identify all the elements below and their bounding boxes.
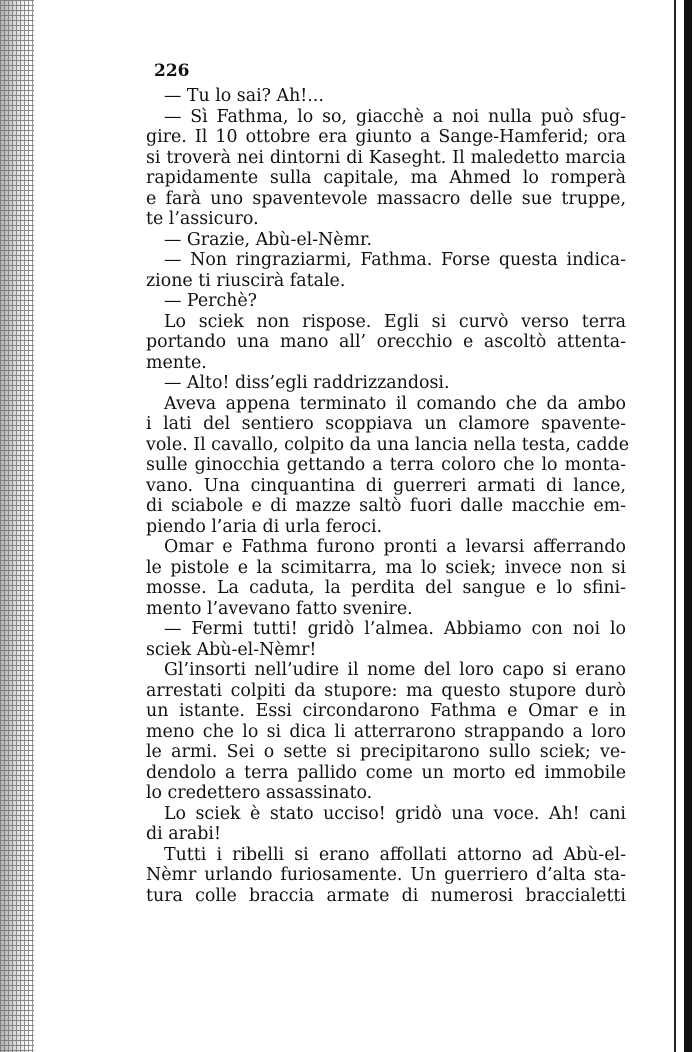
page-number: 226 — [154, 61, 190, 81]
text-line: arrestati colpiti da stupore: ma questo stupore durò — [146, 680, 626, 701]
scanned-page-right-rule — [674, 0, 676, 1052]
text-line: — Perchè? — [164, 291, 257, 311]
text-line: — Fermi tutti! gridò l’almea. Abbiamo con noi lo — [164, 619, 626, 639]
text-line: meno che lo si dica li atterrarono strappando a loro — [146, 721, 626, 742]
text-line: Nèmr urlando furiosamente. Un guerriero d’alta sta- — [146, 865, 626, 885]
scanned-page-right-border — [684, 0, 692, 1052]
text-line: un istante. Essi circondarono Fathma e Omar e in — [146, 701, 626, 721]
text-line: — Sì Fathma, lo so, giacchè a noi nulla può sfug- — [164, 106, 626, 127]
book-page — [146, 60, 630, 906]
text-line: le armi. Sei o sette si precipitarono sullo sciek; ve- — [146, 742, 626, 762]
text-line: Tutti i ribelli si erano affollati attorno ad Abù-el- — [164, 844, 626, 865]
text-line: si troverà nei dintorni di Kaseght. Il maledetto marcia — [146, 147, 626, 168]
text-line: vole. Il cavallo, colpito da una lancia nella testa, cadde — [146, 434, 630, 455]
text-line: Gl’insorti nell’udire il nome del loro capo si erano — [164, 660, 626, 680]
text-line: te l’assicuro. — [146, 209, 259, 229]
text-line: mosse. La caduta, la perdita del sangue e lo sfini- — [146, 578, 626, 598]
text-line: mento l’avevano fatto svenire. — [146, 598, 413, 619]
text-line: gire. Il 10 ottobre era giunto a Sange-Hamferid; ora — [146, 127, 626, 147]
text-line: Lo sciek non rispose. Egli si curvò verso terra — [164, 311, 626, 332]
text-line: le pistole e la scimitarra, ma lo sciek; invece non si — [146, 557, 626, 578]
text-line: tura colle braccia armate di numerosi braccialetti — [146, 885, 626, 906]
text-line: lo credettero assassinato. — [146, 783, 373, 803]
text-line: i lati del sentiero scoppiava un clamore spavente- — [146, 414, 626, 434]
text-line: — Grazie, Abù-el-Nèmr. — [164, 229, 372, 250]
text-line: di sciabole e di mazze saltò fuori dalle macchie em- — [146, 496, 626, 516]
text-line: Lo sciek è stato ucciso! gridò una voce. Ah! cani — [164, 803, 626, 824]
text-line: piendo l’aria di urla feroci. — [146, 516, 383, 537]
scanned-page-binding-edge — [0, 0, 34, 1052]
text-line: rapidamente sulla capitale, ma Ahmed lo romperà — [146, 168, 626, 188]
text-line: di arabi! — [146, 824, 221, 844]
text-line: portando una mano all’ orecchio e ascoltò attenta- — [146, 332, 626, 352]
text-line: zione ti riuscirà fatale. — [146, 270, 346, 291]
text-line: vano. Una cinquantina di guerreri armati di lance, — [146, 475, 626, 496]
text-line: mente. — [146, 352, 207, 373]
text-line: e farà uno spaventevole massacro delle sue truppe, — [146, 188, 626, 209]
text-line: dendolo a terra pallido come un morto ed immobile — [146, 762, 626, 783]
text-line: sulle ginocchia gettando a terra coloro che lo monta- — [146, 455, 626, 475]
text-line: sciek Abù-el-Nèmr! — [146, 639, 317, 660]
text-line: — Non ringraziarmi, Fathma. Forse questa indica- — [164, 250, 626, 270]
text-line: Aveva appena terminato il comando che da ambo — [164, 393, 626, 414]
text-line: — Tu lo sai? Ah!... — [164, 86, 324, 106]
text-line: Omar e Fathma furono pronti a levarsi afferrando — [164, 537, 626, 557]
body-text — [146, 86, 630, 906]
text-line: — Alto! diss’egli raddrizzandosi. — [164, 373, 450, 393]
